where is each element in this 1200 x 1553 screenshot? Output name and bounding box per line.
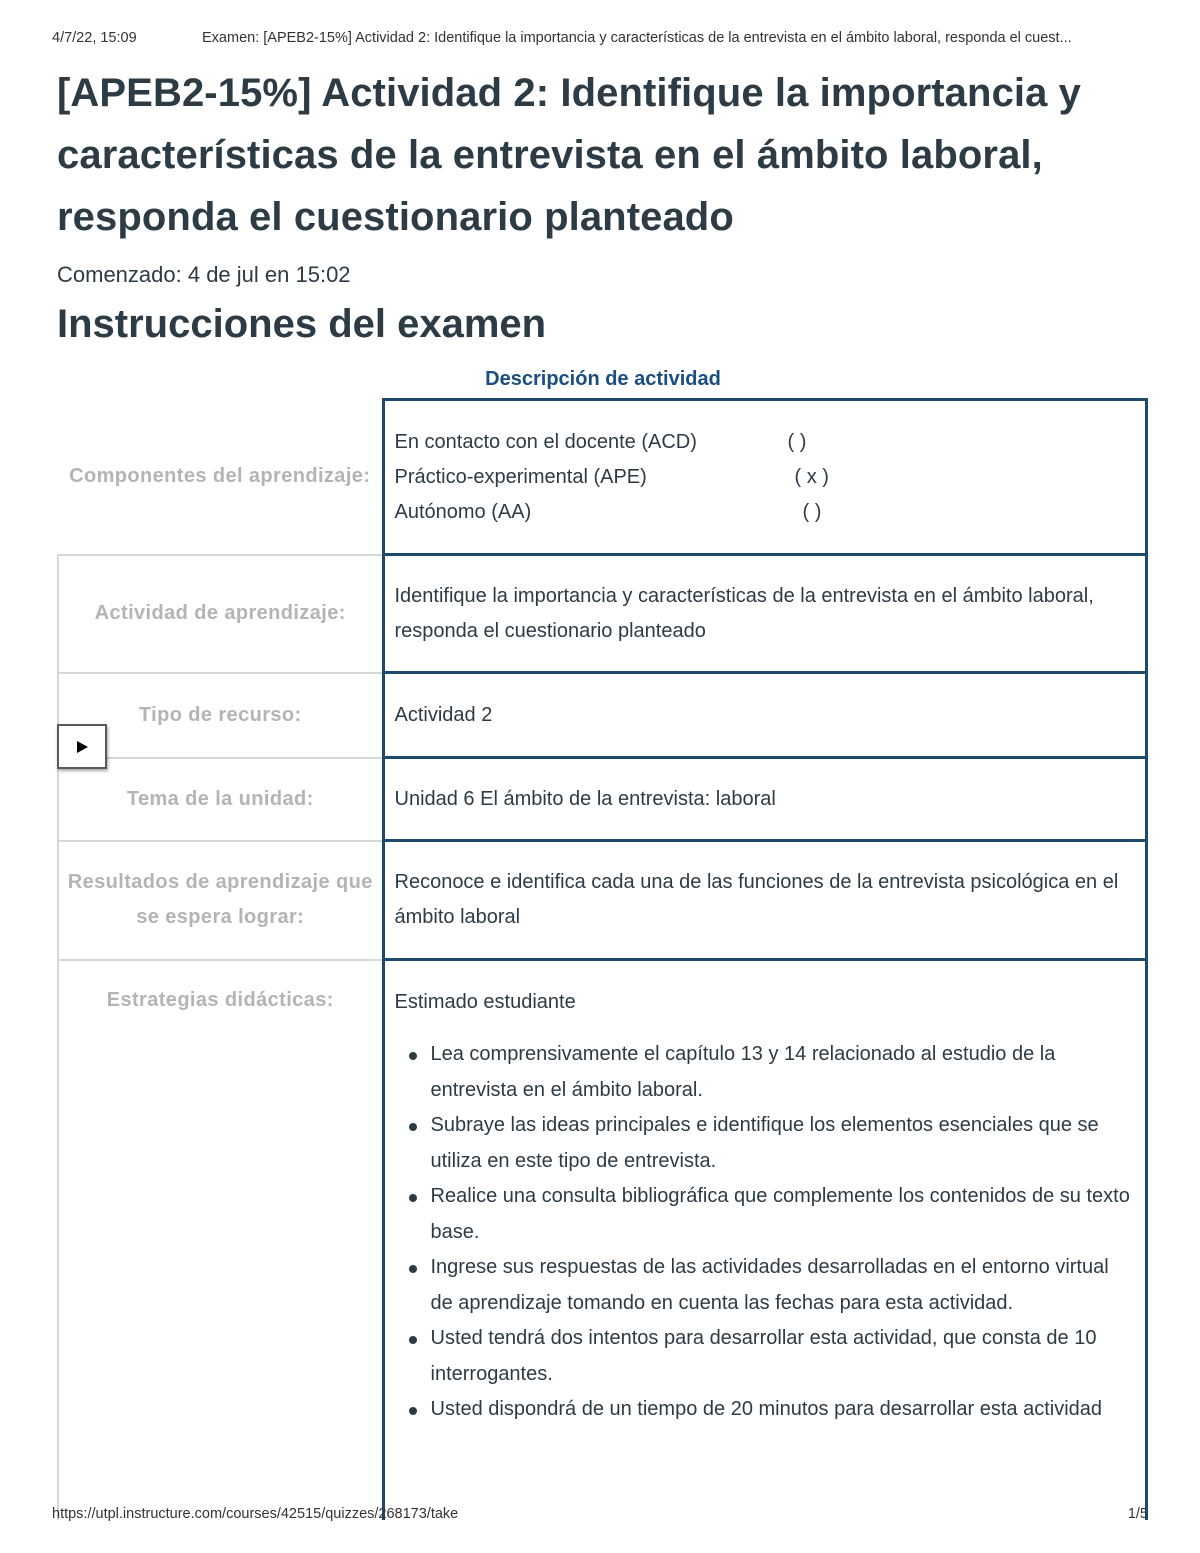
list-item bbox=[431, 1037, 1135, 1108]
unit-topic-label: Tema de la unidad: bbox=[58, 758, 383, 841]
component-mark: ( ) bbox=[787, 430, 807, 453]
component-name: Práctico-experimental (APE) bbox=[394, 465, 647, 488]
play-icon bbox=[75, 740, 89, 754]
quiz-title: [APEB2-15%] Actividad 2: Identifique la importancia y características de la entrevista en el ámbito laboral, responda el cuestionario planteado bbox=[57, 71, 1082, 239]
resource-type-value: Actividad 2 bbox=[383, 673, 1146, 758]
bullet-icon bbox=[409, 1123, 417, 1131]
print-document-title: Examen: [APEB2-15%] Actividad 2: Identifique la importancia y características de la entrevista en el ámbito laboral, responda el cuest... bbox=[202, 30, 1072, 46]
print-header bbox=[0, 30, 1200, 50]
bullet-icon bbox=[409, 1336, 417, 1344]
expected-results-label: Resultados de aprendizaje que se espera lograr: bbox=[58, 841, 383, 960]
quiz-started-time: Comenzado: 4 de jul en 15:02 bbox=[57, 262, 351, 287]
page-number: 1/5 bbox=[1127, 1506, 1148, 1522]
list-item bbox=[431, 1392, 1135, 1428]
components-label: Componentes del aprendizaje: bbox=[69, 465, 371, 487]
table-row-strategies bbox=[58, 960, 1146, 1520]
component-name: Autónomo (AA) bbox=[394, 500, 532, 523]
list-item-text: Usted dispondrá de un tiempo de 20 minutos para desarrollar esta actividad bbox=[430, 1398, 1103, 1420]
table-row-activity bbox=[58, 555, 1146, 673]
list-item bbox=[431, 1250, 1135, 1321]
instructions-heading: Instrucciones del examen bbox=[57, 302, 547, 346]
print-url: https://utpl.instructure.com/courses/42515/quizzes/268173/take bbox=[52, 1506, 459, 1522]
table-caption: Descripción de actividad bbox=[485, 368, 721, 390]
strategies-list bbox=[395, 1037, 1135, 1428]
print-footer bbox=[0, 1506, 1200, 1526]
strategies-greeting: Estimado estudiante bbox=[394, 991, 576, 1013]
component-name: En contacto con el docente (ACD) bbox=[394, 430, 697, 453]
list-item-text: Lea comprensivamente el capítulo 13 y 14 relacionado al estudio de la entrevista en el ámbito laboral. bbox=[430, 1043, 1056, 1101]
resource-type-label: Tipo de recurso: bbox=[58, 673, 383, 758]
list-item-text: Subraye las ideas principales e identifique los elementos esenciales que se utiliza en este tipo de entrevista. bbox=[430, 1114, 1099, 1172]
expected-results-value: Reconoce e identifica cada una de las funciones de la entrevista psicológica en el ámbito laboral bbox=[383, 841, 1146, 960]
component-option-acd bbox=[395, 425, 1135, 460]
component-option-ape bbox=[395, 460, 1135, 495]
activity-label: Actividad de aprendizaje: bbox=[58, 555, 383, 673]
activity-description-table bbox=[57, 398, 1148, 1520]
table-row-resource-type bbox=[58, 673, 1146, 758]
table-row-unit-topic bbox=[58, 758, 1146, 841]
list-item-text: Realice una consulta bibliográfica que complemente los contenidos de su texto base. bbox=[430, 1185, 1130, 1243]
component-mark: ( x ) bbox=[794, 465, 829, 488]
bullet-icon bbox=[409, 1052, 417, 1060]
unit-topic-value: Unidad 6 El ámbito de la entrevista: laboral bbox=[383, 758, 1146, 841]
bullet-icon bbox=[409, 1265, 417, 1273]
print-datetime: 4/7/22, 15:09 bbox=[52, 30, 137, 46]
table-row-expected-results bbox=[58, 841, 1146, 960]
list-item bbox=[431, 1108, 1135, 1179]
bullet-icon bbox=[409, 1194, 417, 1202]
play-button[interactable] bbox=[57, 724, 107, 769]
list-item-text: Usted tendrá dos intentos para desarrollar esta actividad, que consta de 10 interrogantes. bbox=[430, 1327, 1097, 1385]
component-mark: ( ) bbox=[802, 500, 822, 523]
bullet-icon bbox=[409, 1407, 417, 1415]
list-item-text: Ingrese sus respuestas de las actividades desarrolladas en el entorno virtual de aprendizaje tomando en cuenta las fechas para esta actividad. bbox=[430, 1256, 1109, 1314]
component-option-aa bbox=[395, 495, 1135, 530]
table-row-components bbox=[58, 400, 1146, 555]
strategies-label: Estrategias didácticas: bbox=[58, 960, 383, 1520]
activity-value: Identifique la importancia y características de la entrevista en el ámbito laboral, responda el cuestionario planteado bbox=[383, 555, 1146, 673]
list-item bbox=[431, 1321, 1135, 1392]
components-value bbox=[383, 400, 1146, 555]
list-item bbox=[431, 1179, 1135, 1250]
strategies-value bbox=[383, 960, 1146, 1520]
